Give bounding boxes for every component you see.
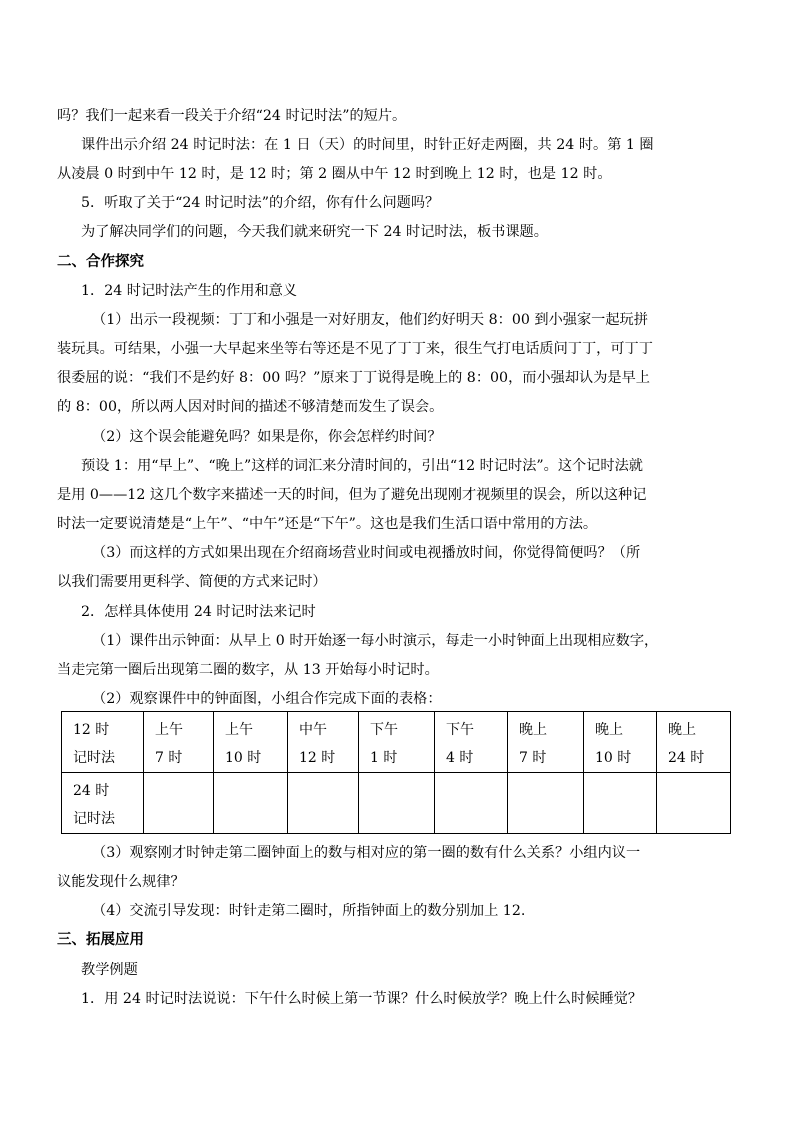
table-cell: 晚上 24 时 bbox=[657, 712, 731, 773]
table-row-24h bbox=[62, 773, 731, 834]
text-line: 5．听取了关于“24 时记时法”的介绍，你有什么问题吗？ bbox=[81, 195, 440, 211]
text-line: 课件出示介绍 24 时记时法：在 1 日（天）的时间里，时针正好走两圈，共 24 时。第 1 圈 bbox=[81, 137, 654, 153]
table-cell: 下午 4 时 bbox=[435, 712, 508, 773]
text-line: 当走完第一圈后出现第二圈的数字，从 13 开始每小时记时。 bbox=[57, 662, 439, 678]
empty-answer-cell[interactable] bbox=[144, 773, 214, 834]
empty-answer-cell[interactable] bbox=[288, 773, 359, 834]
empty-answer-cell[interactable] bbox=[435, 773, 508, 834]
table-cell: 晚上 7 时 bbox=[508, 712, 584, 773]
empty-answer-cell[interactable] bbox=[214, 773, 288, 834]
table-cell: 晚上 10 时 bbox=[584, 712, 657, 773]
text-line: 的 8：00，所以两人因对时间的描述不够清楚而发生了误会。 bbox=[57, 399, 444, 415]
empty-answer-cell[interactable] bbox=[508, 773, 584, 834]
empty-answer-cell[interactable] bbox=[584, 773, 657, 834]
text-line: （3）而这样的方式如果出现在介绍商场营业时间或电视播放时间，你觉得简便吗？（所 bbox=[92, 545, 641, 561]
text-line: （2）观察课件中的钟面图，小组合作完成下面的表格： bbox=[92, 691, 442, 707]
text-line: （1）课件出示钟面：从早上 0 时开始逐一每小时演示，每走一小时钟面上出现相应数字， bbox=[92, 633, 659, 649]
table-row-12h bbox=[62, 712, 731, 773]
row-header-24h: 24 时 记时法 bbox=[62, 773, 144, 834]
row-header-12h: 12 时 记时法 bbox=[62, 712, 144, 773]
empty-answer-cell[interactable] bbox=[657, 773, 731, 834]
time-conversion-table bbox=[61, 711, 731, 834]
text-line: 以我们需要用更科学、简便的方式来记时） bbox=[57, 574, 327, 590]
table-cell: 上午 7 时 bbox=[144, 712, 214, 773]
text-line: 预设 1：用“早上”、“晚上”这样的词汇来分清时间的，引出“12 时记时法”。这个记时法就 bbox=[81, 458, 643, 474]
section-heading: 三、拓展应用 bbox=[57, 931, 144, 948]
text-line: （1）出示一段视频：丁丁和小强是一对好朋友，他们约好明天 8：00 到小强家一起玩拼 bbox=[92, 312, 648, 328]
text-line: 很委屈的说：“我们不是约好 8：00 吗？”原来丁丁说得是晚上的 8：00，而小强却认为是早上 bbox=[57, 370, 650, 386]
text-line: 吗？我们一起来看一段关于介绍“24 时记时法”的短片。 bbox=[57, 108, 407, 124]
text-line: 教学例题 bbox=[81, 962, 138, 978]
text-line: 1．用 24 时记时法说说：下午什么时候上第一节课？什么时候放学？晚上什么时候睡觉？ bbox=[81, 991, 643, 1007]
text-line: 装玩具。可结果，小强一大早起来坐等右等还是不见了丁丁来，很生气打电话质问丁丁，可丁丁 bbox=[57, 341, 653, 357]
text-line: 为了解决同学们的问题，今天我们就来研究一下 24 时记时法，板书课题。 bbox=[81, 224, 548, 240]
table-cell: 中午 12 时 bbox=[288, 712, 359, 773]
subsection-heading: 2．怎样具体使用 24 时记时法来记时 bbox=[81, 604, 316, 620]
empty-answer-cell[interactable] bbox=[359, 773, 435, 834]
text-line: 是用 0——12 这几个数字来描述一天的时间，但为了避免出现刚才视频里的误会，所以这种记 bbox=[57, 487, 647, 503]
table-cell: 上午 10 时 bbox=[214, 712, 288, 773]
text-line: （3）观察刚才时钟走第二圈钟面上的数与相对应的第一圈的数有什么关系？小组内议一 bbox=[92, 845, 641, 861]
text-line: 从凌晨 0 时到中午 12 时，是 12 时；第 2 圈从中午 12 时到晚上 12 时，也是 12 时。 bbox=[57, 166, 612, 182]
table-cell: 下午 1 时 bbox=[359, 712, 435, 773]
subsection-heading: 1．24 时记时法产生的作用和意义 bbox=[81, 283, 298, 299]
text-line: （2）这个误会能避免吗？如果是你，你会怎样约时间？ bbox=[92, 429, 442, 445]
section-heading: 二、合作探究 bbox=[57, 253, 144, 270]
text-line: （4）交流引导发现：时针走第二圈时，所指钟面上的数分别加上 12. bbox=[92, 903, 526, 919]
text-line: 时法一定要说清楚是“上午”、“中午”还是“下午”。这也是我们生活口语中常用的方法。 bbox=[57, 516, 598, 532]
text-line: 议能发现什么规律？ bbox=[57, 874, 185, 890]
